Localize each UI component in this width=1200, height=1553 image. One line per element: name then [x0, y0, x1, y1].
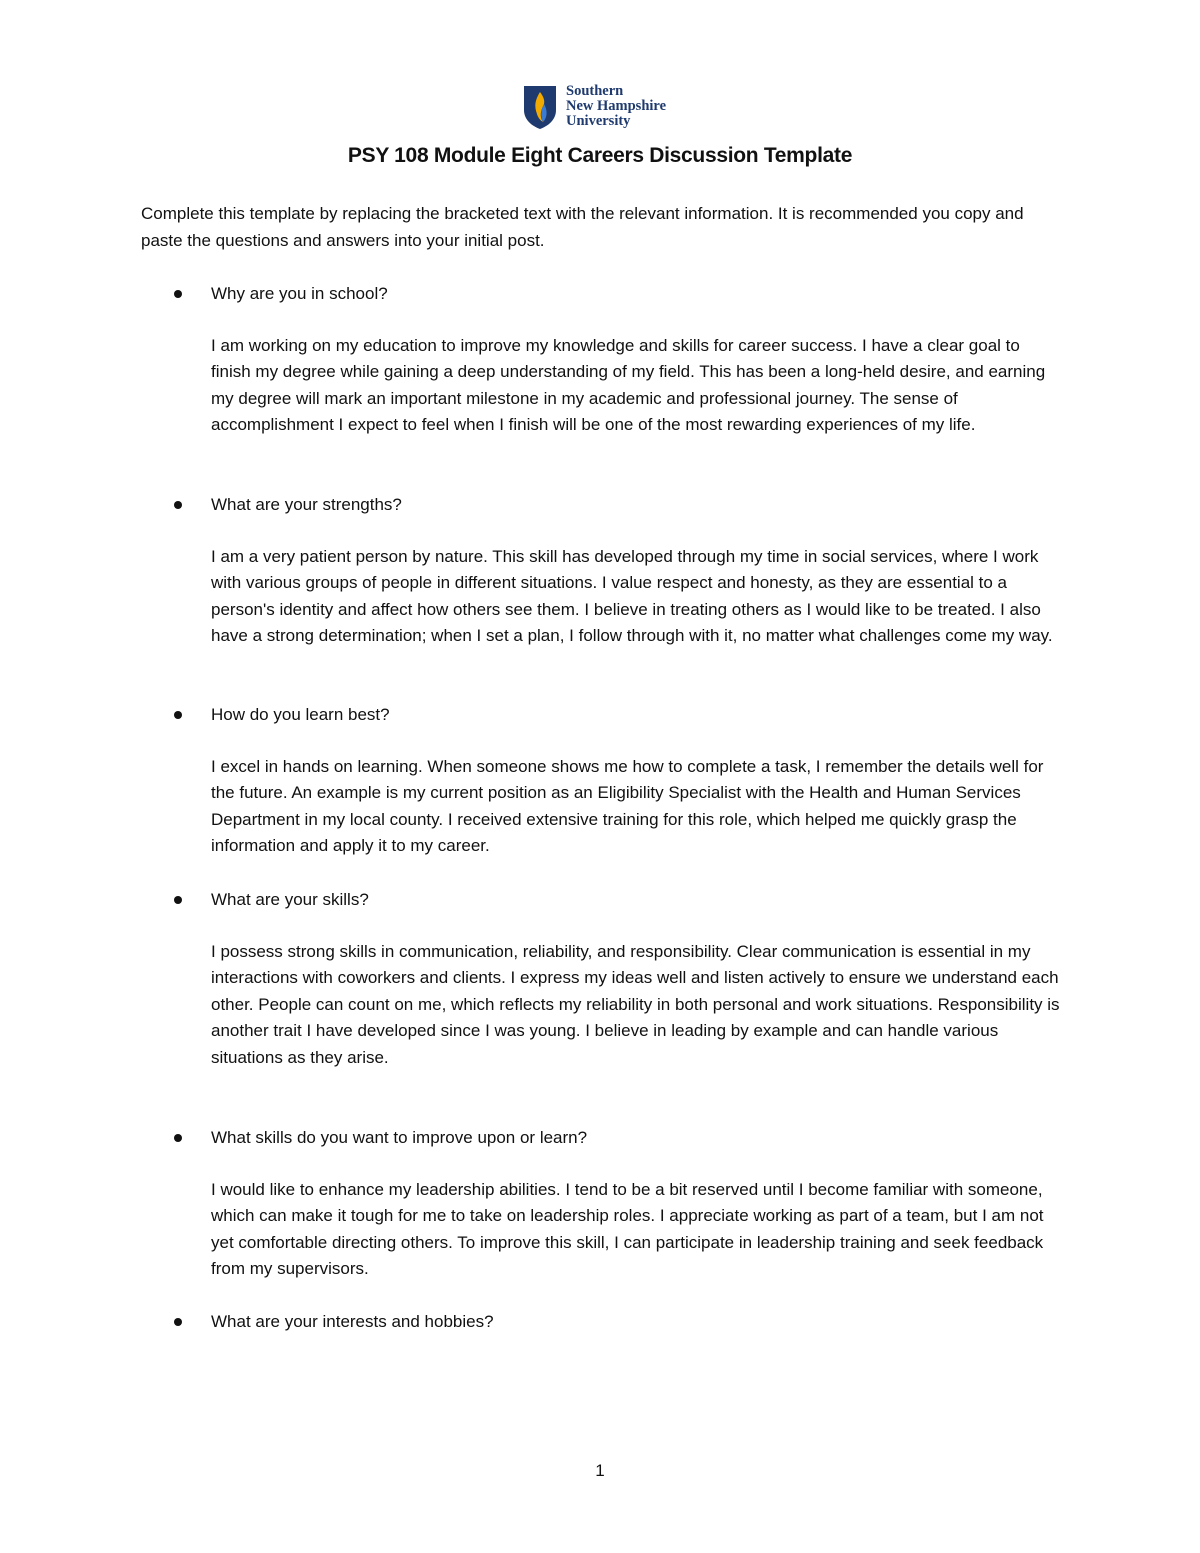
university-logo: [522, 84, 666, 130]
bullet-icon: [174, 1134, 182, 1142]
question-text: What skills do you want to improve upon or learn?: [211, 1128, 588, 1147]
answer-text: I excel in hands on learning. When someone shows me how to complete a task, I remember the details well for the future. An example is my current position as an Eligibility Specialist with the Health and Human Services Department in my local county. I received extensive training for this role, which helped me quickly grasp the information and apply it to my career.: [211, 757, 1044, 856]
logo-line-3: University: [566, 113, 631, 129]
logo-line-2: New Hampshire: [566, 98, 667, 114]
question-text: What are your skills?: [211, 890, 369, 909]
intro-paragraph: Complete this template by replacing the bracketed text with the relevant information. It is recommended you copy and paste the questions and answers into your initial post.: [141, 204, 1024, 250]
logo-wordmark: [566, 84, 666, 129]
question-text: How do you learn best?: [211, 705, 390, 724]
question-text: What are your strengths?: [211, 495, 402, 514]
answer-text: I possess strong skills in communication, reliability, and responsibility. Clear communication is essential in my interactions with coworkers and clients. I express my ideas well and listen actively to ensure we understand each other. People can count on me, which reflects my reliability in both personal and work situations. Responsibility is another trait I have developed since I was young. I believe in leading by example and can handle various situations as they arise.: [211, 942, 1060, 1067]
answer-text: I am a very patient person by nature. This skill has developed through my time in social services, where I work with various groups of people in different situations. I value respect and honesty, as they are essential to a person's identity and affect how others see them. I believe in treating others as I would like to be treated. I also have a strong determination; when I set a plan, I follow through with it, no matter what challenges come my way.: [211, 547, 1053, 646]
document-title: PSY 108 Module Eight Careers Discussion Template: [347, 144, 853, 167]
question-text: Why are you in school?: [211, 284, 388, 303]
shield-flame-icon: [522, 84, 558, 130]
bullet-icon: [174, 1318, 182, 1326]
bullet-icon: [174, 290, 182, 298]
logo-line-1: Southern: [566, 83, 624, 99]
bullet-icon: [174, 896, 182, 904]
bullet-icon: [174, 711, 182, 719]
answer-text: I would like to enhance my leadership abilities. I tend to be a bit reserved until I become familiar with someone, which can make it tough for me to take on leadership roles. I appreciate working as part of a team, but I am not yet comfortable directing others. To improve this skill, I can participate in leadership training and seek feedback from my supervisors.: [211, 1180, 1044, 1279]
answer-text: I am working on my education to improve my knowledge and skills for career success. I have a clear goal to finish my degree while gaining a deep understanding of my field. This has been a long-held desire, and earning my degree will mark an important milestone in my academic and professional journey. The sense of accomplishment I expect to feel when I finish will be one of the most rewarding experiences of my life.: [211, 336, 1046, 435]
bullet-icon: [174, 501, 182, 509]
page-number: 1: [595, 1461, 605, 1480]
question-text: What are your interests and hobbies?: [211, 1312, 494, 1331]
